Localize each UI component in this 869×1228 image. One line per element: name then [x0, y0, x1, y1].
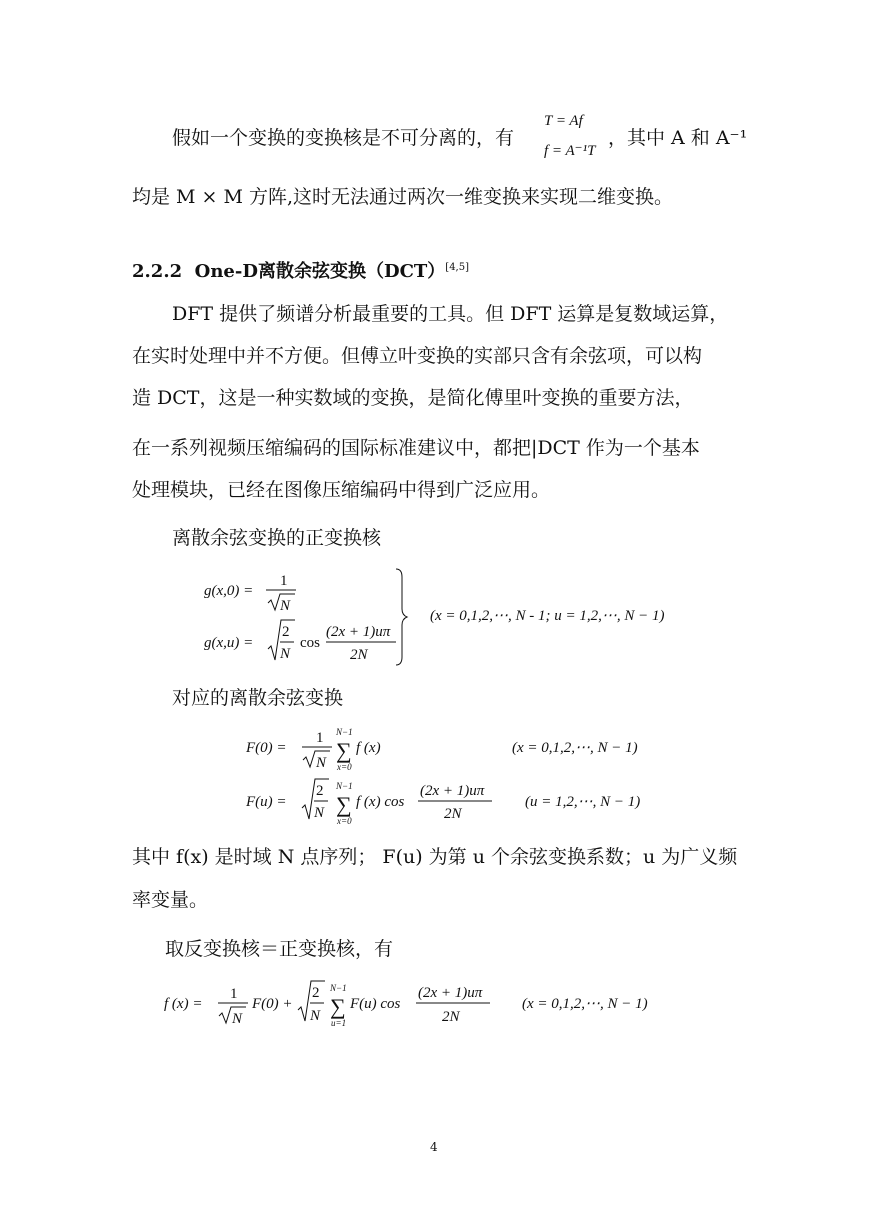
inverse-label: 取反变换核＝正变换核，有	[165, 938, 394, 960]
kernel-g0-lhs: g(x,0) =	[204, 583, 254, 599]
kernel-equations	[190, 565, 720, 670]
para3-line1: 其中 f(x) 是时域 N 点序列； F(u) 为第 u 个余弦变换系数；u 为广义频	[132, 846, 738, 868]
para2-line-5: 处理模块，已经在图像压缩编码中得到广泛应用。	[132, 479, 551, 501]
kernel-gu-sqrt-den: N	[280, 646, 291, 662]
para1-text-middle: ，其中 A 和 A⁻¹	[608, 127, 748, 149]
kernel-label: 离散余弦变换的正变换核	[172, 527, 382, 549]
para2-line-1: DFT 提供了频谱分析最重要的工具。但 DFT 运算是复数域运算，	[172, 303, 729, 325]
kernel-gu-num: (2x + 1)uπ	[326, 624, 391, 640]
kernel-g0-den: N	[280, 598, 291, 614]
inverse-frac1-num: 1	[230, 986, 238, 1002]
para1-line2: 均是 M × M 方阵,这时无法通过两次一维变换来实现二维变换。	[132, 186, 674, 208]
para2-line-2: 在实时处理中并不方便。但傅立叶变换的实部只含有余弦项，可以构	[132, 345, 703, 367]
inverse-den: 2N	[442, 1009, 460, 1025]
para2-line-4: 在一系列视频压缩编码的国际标准建议中，都把|DCT 作为一个基本	[132, 437, 700, 459]
dct-fu-num: (2x + 1)uπ	[420, 783, 485, 799]
dct-label: 对应的离散余弦变换	[172, 687, 344, 709]
section-heading	[132, 257, 469, 283]
section-number: 2.2.2	[132, 261, 183, 282]
page-number: 4	[430, 1140, 438, 1154]
kernel-gu-cos: cos	[300, 635, 320, 651]
dct-fu-sum-icon: ∑	[336, 792, 352, 817]
dct-f0-den: N	[316, 755, 327, 771]
dct-f0-lhs: F(0) =	[246, 740, 287, 756]
kernel-gu-sqrt-num: 2	[282, 624, 290, 640]
dct-f0-body: f (x)	[356, 740, 381, 756]
kernel-gu-den: 2N	[350, 647, 368, 663]
inverse-num: (2x + 1)uπ	[418, 985, 483, 1001]
eq-t-af: T = Af	[544, 113, 583, 129]
inverse-sqrt-num: 2	[312, 985, 320, 1001]
section-title: One-D离散余弦变换（DCT）	[194, 261, 446, 282]
dct-fu-den: 2N	[444, 806, 462, 822]
inverse-sqrt-den: N	[310, 1008, 321, 1024]
dct-fu-sum-top: N−1	[336, 781, 353, 791]
para1-text-before: 假如一个变换的变换核是不可分离的，有	[172, 127, 515, 149]
dct-f0-range: (x = 0,1,2,⋯, N − 1)	[512, 740, 638, 756]
inverse-lhs: f (x) =	[164, 996, 203, 1012]
inverse-body: F(u) cos	[350, 996, 401, 1012]
kernel-gu-lhs: g(x,u) =	[204, 635, 254, 651]
dct-fu-sqrt-num: 2	[316, 783, 324, 799]
inverse-sum-top: N−1	[330, 983, 347, 993]
dct-f0-num: 1	[316, 730, 324, 746]
dct-fu-body: f (x) cos	[356, 794, 405, 810]
inverse-term1: F(0) +	[252, 996, 293, 1012]
inverse-sum-bot: u=1	[331, 1018, 347, 1028]
dct-f0-sum-top: N−1	[336, 727, 353, 737]
para2-line-3: 造 DCT，这是一种实数域的变换，是简化傅里叶变换的重要方法，	[132, 387, 694, 409]
section-citation: [4,5]	[445, 262, 470, 273]
inverse-frac1-den: N	[232, 1011, 243, 1027]
dct-fu-lhs: F(u) =	[246, 794, 287, 810]
kernel-range: (x = 0,1,2,⋯, N - 1; u = 1,2,⋯, N − 1)	[430, 608, 665, 624]
para3-line2: 率变量。	[132, 889, 209, 911]
kernel-g0-num: 1	[280, 573, 288, 589]
dct-fu-range: (u = 1,2,⋯, N − 1)	[525, 794, 641, 810]
inverse-range: (x = 0,1,2,⋯, N − 1)	[522, 996, 648, 1012]
dct-fu-sqrt-den: N	[314, 805, 325, 821]
inverse-sum-icon: ∑	[330, 994, 346, 1019]
inverse-equation	[160, 976, 700, 1036]
eq-f-ainv-t: f = A⁻¹T	[544, 143, 596, 159]
dct-f0-sum-bot: x=0	[337, 762, 352, 772]
dct-fu-sum-bot: x=0	[337, 816, 352, 826]
dct-equations	[240, 722, 680, 832]
dct-f0-sum-icon: ∑	[336, 738, 352, 763]
